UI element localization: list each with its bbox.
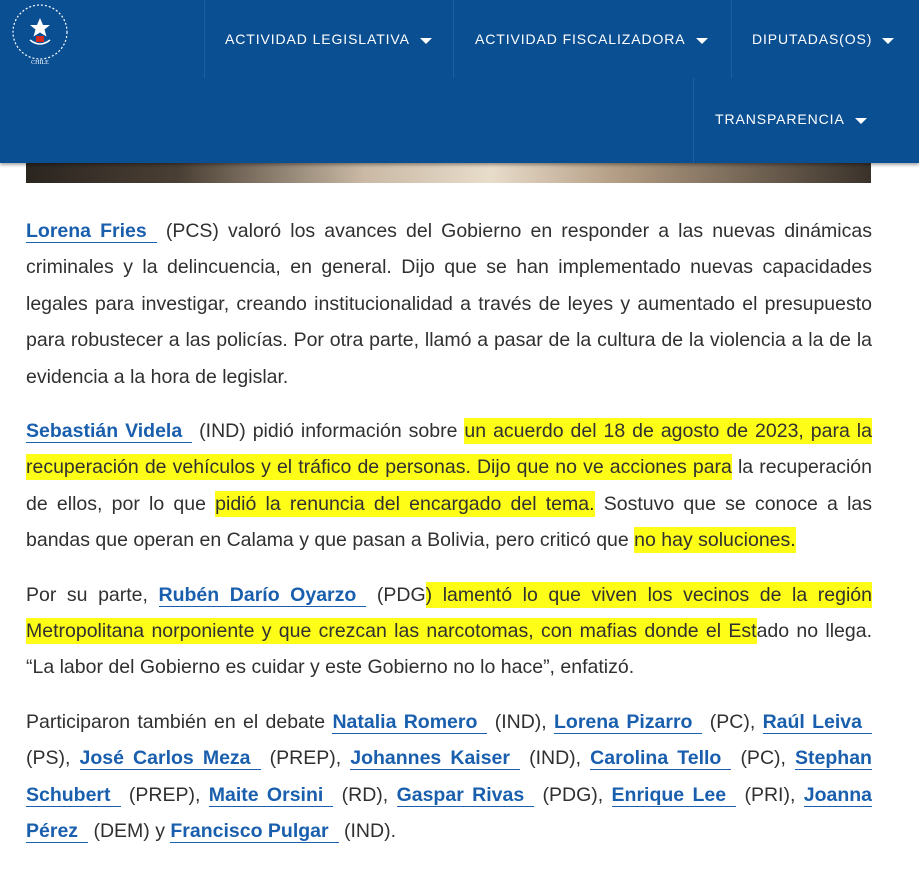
deputy-link[interactable]: Stephan Schubert (26, 747, 872, 806)
paragraph-text: la recuperación de ellos, por lo que (26, 456, 872, 515)
deputy-link[interactable]: Natalia Romero (332, 711, 487, 734)
nav-label: ACTIVIDAD FISCALIZADORA (475, 31, 686, 47)
chevron-down-icon (882, 38, 894, 44)
paragraph-text: Por su parte, (26, 583, 159, 606)
highlighted-text: un acuerdo del 18 de agosto de 2023, para la recuperación de vehículos y el tráfico de personas. Dijo que no ve acciones para (26, 420, 872, 479)
site-header (0, 0, 919, 163)
chamber-logo-icon[interactable] (6, 0, 74, 68)
svg-text:CHILE: CHILE (31, 60, 49, 66)
party-text: (IND). (338, 820, 396, 843)
nav-actividad-legislativa[interactable] (225, 0, 432, 78)
nav-divider (204, 0, 205, 78)
highlighted-text: pidió la renuncia del encargado del tema. (215, 492, 595, 515)
nav-diputadas[interactable] (752, 0, 894, 78)
party-text: (PC), (731, 747, 796, 770)
nav-label: TRANSPARENCIA (715, 111, 845, 127)
paragraph-text: (PDG (366, 583, 426, 606)
deputy-link[interactable]: Johannes Kaiser (350, 747, 520, 770)
nav-label: DIPUTADAS(OS) (752, 31, 873, 47)
paragraph-fries (26, 213, 872, 395)
nav-divider (731, 0, 732, 78)
deputy-link[interactable]: Lorena Fries (26, 220, 157, 243)
party-text: (PC), (702, 710, 763, 733)
deputy-link[interactable]: Sebastián Videla (26, 420, 192, 443)
deputy-link[interactable]: Carolina Tello (590, 747, 731, 770)
party-text: (PS), (26, 747, 80, 770)
nav-divider (693, 78, 694, 163)
nav-divider (453, 0, 454, 78)
deputy-link[interactable]: José Carlos Meza (80, 747, 261, 770)
paragraph-oyarzo (26, 577, 872, 686)
deputy-link[interactable]: Joanna Pérez (26, 783, 873, 843)
party-text: (PREP), (120, 783, 209, 806)
deputy-link[interactable]: Maite Orsini (209, 784, 334, 807)
party-text: (PRI), (736, 783, 804, 806)
highlighted-text: ) lamentó lo que viven los vecinos de la región Metropolitana norponiente y que crezcan las narcotomas, con mafias donde el Est (26, 583, 873, 643)
deputy-link[interactable]: Enrique Lee (612, 784, 737, 807)
deputy-link[interactable]: Rubén Darío Oyarzo (159, 584, 367, 607)
chevron-down-icon (696, 38, 708, 44)
paragraph-text: ado no llega. “La labor del Gobierno es cuidar y este Gobierno no lo hace”, enfatizó. (26, 620, 872, 679)
party-text: (PREP), (260, 747, 351, 770)
party-text: (DEM) y (88, 820, 171, 843)
nav-label: ACTIVIDAD LEGISLATIVA (225, 31, 410, 47)
paragraph-participants (26, 704, 872, 850)
paragraph-text: Sostuvo que se conoce a las bandas que operan en Calama y que pasan a Bolivia, pero criticó que (26, 492, 873, 552)
deputy-link[interactable]: Raúl Leiva (763, 711, 872, 734)
paragraph-videla (26, 413, 872, 559)
deputy-link[interactable]: Lorena Pizarro (554, 711, 702, 734)
chevron-down-icon (855, 118, 867, 124)
paragraph-text: (PCS) valoró los avances del Gobierno en responder a las nuevas dinámicas criminales y la delincuencia, en general. Dijo que se han implementado nuevas capacidades legales para investigar, creando institucionalidad a través de leyes y aumentado el presupuesto para robustecer a las policías. Por otra parte, llamó a pasar de la cultura de la violencia a la de la evidencia a la hora de legislar. (26, 220, 872, 388)
party-text: (IND), (487, 710, 555, 733)
deputy-link[interactable]: Francisco Pulgar (170, 820, 338, 843)
chevron-down-icon (420, 38, 432, 44)
highlighted-text: no hay soluciones. (634, 529, 796, 552)
paragraph-text: (IND) pidió información sobre (192, 420, 465, 443)
article-photo (26, 163, 871, 183)
nav-transparencia[interactable] (715, 78, 867, 160)
paragraph-text: Participaron también en el debate (26, 710, 333, 733)
deputy-link[interactable]: Gaspar Rivas (397, 784, 535, 807)
article-body (26, 213, 872, 868)
party-text: (RD), (333, 783, 397, 806)
nav-actividad-fiscalizadora[interactable] (475, 0, 708, 78)
party-text: (IND), (519, 747, 591, 770)
party-text: (PDG), (534, 783, 612, 806)
